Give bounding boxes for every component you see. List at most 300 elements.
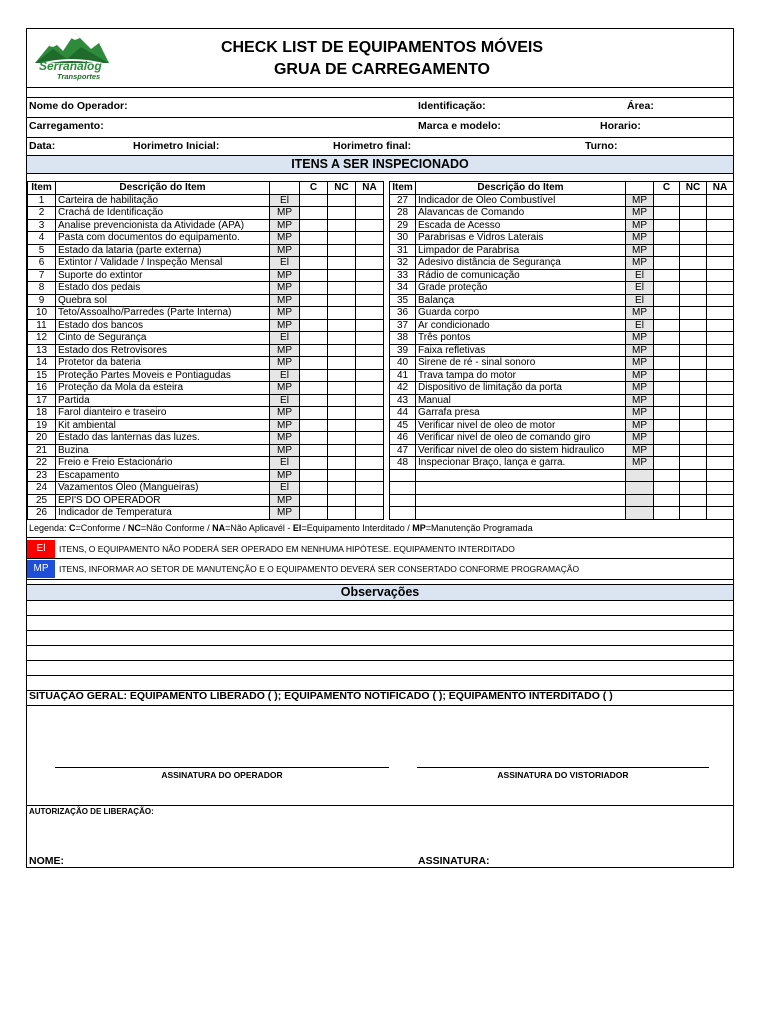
check-nao-conforme-cell[interactable] — [328, 419, 356, 432]
check-conforme-cell[interactable] — [654, 482, 680, 495]
check-conforme-cell[interactable] — [300, 444, 328, 457]
check-nao-aplicavel-cell[interactable] — [356, 219, 384, 232]
table-row — [28, 269, 384, 282]
item-number: 33 — [390, 269, 416, 282]
check-conforme-cell[interactable] — [654, 444, 680, 457]
logo-name: Serranalog — [39, 59, 102, 73]
check-nao-conforme-cell[interactable] — [328, 369, 356, 382]
ei-description: ITENS, O EQUIPAMENTO NÃO PODERÁ SER OPERADO EM NENHUMA HIPÓTESE. EQUIPAMENTO INTERDITADO — [59, 544, 515, 554]
check-conforme-cell[interactable] — [300, 307, 328, 320]
check-nao-conforme-cell[interactable] — [680, 369, 707, 382]
item-description: Adesivo distância de Segurança — [416, 257, 626, 270]
check-conforme-cell[interactable] — [300, 244, 328, 257]
check-nao-conforme-cell[interactable] — [680, 344, 707, 357]
check-conforme-cell[interactable] — [654, 332, 680, 345]
item-number: 4 — [28, 232, 56, 245]
col-item: Item — [28, 182, 56, 195]
check-conforme-cell[interactable] — [300, 257, 328, 270]
col-c: C — [654, 182, 680, 195]
item-type-code: MP — [626, 444, 654, 457]
check-nao-aplicavel-cell[interactable] — [707, 457, 734, 470]
check-nao-aplicavel-cell[interactable] — [356, 469, 384, 482]
item-description: Indicador de Óleo Combustível — [416, 194, 626, 207]
item-type-code: El — [270, 332, 300, 345]
check-nao-aplicavel-cell[interactable] — [356, 257, 384, 270]
item-number: 40 — [390, 357, 416, 370]
check-nao-aplicavel-cell[interactable] — [356, 344, 384, 357]
item-description: Farol dianteiro e traseiro — [56, 407, 270, 420]
legend-prefix: Legenda: — [29, 523, 70, 533]
item-type-code — [626, 482, 654, 495]
check-nao-conforme-cell[interactable] — [680, 432, 707, 445]
item-number: 23 — [28, 469, 56, 482]
item-number: 24 — [28, 482, 56, 495]
initial-hourmeter-label: Horimetro Inicial: — [133, 140, 220, 152]
table-row — [390, 282, 734, 295]
check-nao-aplicavel-cell[interactable] — [707, 269, 734, 282]
legend-ei: EI — [292, 523, 302, 533]
check-conforme-cell[interactable] — [300, 494, 328, 507]
table-row — [390, 432, 734, 445]
item-type-code: MP — [626, 194, 654, 207]
check-conforme-cell[interactable] — [300, 344, 328, 357]
observations-header: Observações — [27, 585, 733, 600]
item-number: 39 — [390, 344, 416, 357]
check-nao-conforme-cell[interactable] — [328, 332, 356, 345]
item-description: Teto/Assoalho/Parredes (Parte Interna) — [56, 307, 270, 320]
identification-label: Identificação: — [418, 100, 486, 112]
check-nao-aplicavel-cell[interactable] — [707, 419, 734, 432]
item-number: 21 — [28, 444, 56, 457]
check-nao-conforme-cell[interactable] — [328, 382, 356, 395]
schedule-label: Horario: — [600, 120, 641, 132]
check-conforme-cell[interactable] — [300, 369, 328, 382]
check-nao-aplicavel-cell[interactable] — [356, 332, 384, 345]
check-nao-conforme-cell[interactable] — [680, 232, 707, 245]
table-row — [390, 357, 734, 370]
item-description: Estado dos Retrovisores — [56, 344, 270, 357]
check-conforme-cell[interactable] — [654, 419, 680, 432]
item-number: 3 — [28, 219, 56, 232]
table-row — [390, 332, 734, 345]
check-conforme-cell[interactable] — [654, 407, 680, 420]
check-conforme-cell[interactable] — [654, 357, 680, 370]
check-nao-aplicavel-cell[interactable] — [707, 344, 734, 357]
check-conforme-cell[interactable] — [654, 307, 680, 320]
check-nao-conforme-cell[interactable] — [328, 207, 356, 220]
item-type-code: MP — [270, 219, 300, 232]
check-nao-conforme-cell[interactable] — [680, 407, 707, 420]
item-description: Estado dos pedais — [56, 282, 270, 295]
check-conforme-cell[interactable] — [300, 382, 328, 395]
check-nao-conforme-cell[interactable] — [680, 457, 707, 470]
item-number: 25 — [28, 494, 56, 507]
item-number: 41 — [390, 369, 416, 382]
operator-name-label: Nome do Operador: — [29, 100, 128, 112]
check-nao-conforme-cell[interactable] — [328, 194, 356, 207]
check-nao-aplicavel-cell[interactable] — [356, 457, 384, 470]
item-description: Suporte do extintor — [56, 269, 270, 282]
item-type-code: El — [626, 319, 654, 332]
signature-label: ASSINATURA: — [418, 855, 490, 867]
company-logo — [31, 29, 111, 85]
check-conforme-cell[interactable] — [654, 319, 680, 332]
check-nao-conforme-cell[interactable] — [680, 207, 707, 220]
mp-description: ITENS, INFORMAR AO SETOR DE MANUTENÇÃO E O EQUIPAMENTO DEVERÁ SER CONSERTADO CONFORME PROGRAMAÇÃO — [59, 564, 580, 574]
table-row — [390, 419, 734, 432]
item-description — [416, 469, 626, 482]
item-type-code: El — [270, 194, 300, 207]
check-nao-conforme-cell[interactable] — [328, 494, 356, 507]
item-type-code: MP — [626, 457, 654, 470]
item-type-code: MP — [270, 282, 300, 295]
check-nao-aplicavel-cell[interactable] — [707, 494, 734, 507]
check-nao-conforme-cell[interactable] — [328, 269, 356, 282]
check-nao-conforme-cell[interactable] — [328, 357, 356, 370]
check-nao-aplicavel-cell[interactable] — [707, 369, 734, 382]
check-nao-conforme-cell[interactable] — [680, 269, 707, 282]
item-number — [390, 482, 416, 495]
check-nao-conforme-cell[interactable] — [680, 494, 707, 507]
table-row — [390, 394, 734, 407]
table-row — [390, 369, 734, 382]
table-row — [390, 219, 734, 232]
logo-subtitle: Transportes — [57, 72, 101, 81]
brand-model-label: Marca e modelo: — [418, 120, 501, 132]
item-type-code: MP — [626, 257, 654, 270]
check-nao-conforme-cell[interactable] — [680, 244, 707, 257]
check-nao-conforme-cell[interactable] — [328, 282, 356, 295]
check-nao-aplicavel-cell[interactable] — [356, 407, 384, 420]
check-conforme-cell[interactable] — [300, 194, 328, 207]
check-nao-aplicavel-cell[interactable] — [707, 194, 734, 207]
check-nao-conforme-cell[interactable] — [680, 294, 707, 307]
loading-label: Carregamento: — [29, 120, 104, 132]
check-conforme-cell[interactable] — [300, 219, 328, 232]
check-conforme-cell[interactable] — [300, 482, 328, 495]
legend-nc: NC — [127, 523, 141, 533]
check-conforme-cell[interactable] — [300, 469, 328, 482]
item-number: 44 — [390, 407, 416, 420]
item-description: Indicador de Temperatura — [56, 507, 270, 520]
item-number: 13 — [28, 344, 56, 357]
check-conforme-cell[interactable] — [300, 282, 328, 295]
table-row — [390, 444, 734, 457]
item-type-code: MP — [270, 244, 300, 257]
release-authorization-label: AUTORIZAÇÃO DE LIBERAÇÃO: — [29, 807, 154, 816]
ei-badge: El — [27, 540, 55, 558]
item-type-code: El — [270, 457, 300, 470]
check-nao-aplicavel-cell[interactable] — [356, 232, 384, 245]
item-description: Verificar nivel de oleo do sistem hidraulico — [416, 444, 626, 457]
check-conforme-cell[interactable] — [654, 294, 680, 307]
table-row — [390, 257, 734, 270]
check-conforme-cell[interactable] — [300, 332, 328, 345]
table-row — [28, 294, 384, 307]
check-nao-aplicavel-cell[interactable] — [356, 494, 384, 507]
check-nao-aplicavel-cell[interactable] — [356, 244, 384, 257]
check-nao-conforme-cell[interactable] — [328, 319, 356, 332]
check-conforme-cell[interactable] — [654, 207, 680, 220]
item-number: 7 — [28, 269, 56, 282]
check-conforme-cell[interactable] — [654, 507, 680, 520]
check-nao-conforme-cell[interactable] — [680, 419, 707, 432]
check-conforme-cell[interactable] — [654, 232, 680, 245]
check-nao-conforme-cell[interactable] — [680, 394, 707, 407]
item-description: Proteção Partes Moveis e Pontiagudas — [56, 369, 270, 382]
check-nao-conforme-cell[interactable] — [328, 307, 356, 320]
check-conforme-cell[interactable] — [654, 257, 680, 270]
item-description: Analise prevencionista da Atividade (APA) — [56, 219, 270, 232]
table-row — [390, 407, 734, 420]
item-number: 8 — [28, 282, 56, 295]
check-nao-aplicavel-cell[interactable] — [356, 357, 384, 370]
check-nao-aplicavel-cell[interactable] — [707, 282, 734, 295]
item-type-code: MP — [270, 294, 300, 307]
legend-mp: MP — [412, 523, 426, 533]
check-nao-conforme-cell[interactable] — [328, 407, 356, 420]
legend-ei-text: =Equipamento Interditado / — [301, 523, 413, 533]
check-nao-aplicavel-cell[interactable] — [356, 282, 384, 295]
check-conforme-cell[interactable] — [300, 507, 328, 520]
item-description: Inspecionar Braço, lança e garra. — [416, 457, 626, 470]
check-nao-conforme-cell[interactable] — [680, 332, 707, 345]
items-section-header: ITENS A SER INSPECIONADO — [27, 156, 733, 173]
check-nao-aplicavel-cell[interactable] — [707, 319, 734, 332]
check-conforme-cell[interactable] — [654, 244, 680, 257]
check-nao-conforme-cell[interactable] — [328, 232, 356, 245]
check-nao-aplicavel-cell[interactable] — [707, 382, 734, 395]
page-title: CHECK LIST DE EQUIPAMENTOS MÓVEIS — [220, 39, 544, 56]
item-description: Faixa refletivas — [416, 344, 626, 357]
check-nao-conforme-cell[interactable] — [328, 457, 356, 470]
table-row — [390, 319, 734, 332]
item-description: Crachá de Identificação — [56, 207, 270, 220]
legend-c-text: =Conforme / — [75, 523, 128, 533]
check-conforme-cell[interactable] — [300, 432, 328, 445]
check-nao-aplicavel-cell[interactable] — [707, 444, 734, 457]
table-row — [28, 469, 384, 482]
check-conforme-cell[interactable] — [300, 319, 328, 332]
table-row — [28, 232, 384, 245]
check-nao-aplicavel-cell[interactable] — [356, 482, 384, 495]
check-nao-aplicavel-cell[interactable] — [707, 507, 734, 520]
items-table-right — [389, 181, 734, 520]
check-nao-aplicavel-cell[interactable] — [356, 394, 384, 407]
check-nao-aplicavel-cell[interactable] — [356, 419, 384, 432]
check-nao-conforme-cell[interactable] — [680, 307, 707, 320]
col-c: C — [300, 182, 328, 195]
check-conforme-cell[interactable] — [654, 269, 680, 282]
check-nao-conforme-cell[interactable] — [680, 444, 707, 457]
check-conforme-cell[interactable] — [300, 207, 328, 220]
check-conforme-cell[interactable] — [654, 369, 680, 382]
check-nao-conforme-cell[interactable] — [328, 394, 356, 407]
item-type-code: El — [270, 369, 300, 382]
item-type-code: MP — [626, 207, 654, 220]
check-conforme-cell[interactable] — [654, 382, 680, 395]
check-nao-conforme-cell[interactable] — [328, 344, 356, 357]
item-type-code: El — [626, 282, 654, 295]
table-row — [28, 407, 384, 420]
check-nao-aplicavel-cell[interactable] — [356, 319, 384, 332]
item-number: 6 — [28, 257, 56, 270]
check-nao-aplicavel-cell[interactable] — [356, 507, 384, 520]
check-nao-conforme-cell[interactable] — [680, 282, 707, 295]
check-conforme-cell[interactable] — [654, 394, 680, 407]
check-nao-aplicavel-cell[interactable] — [707, 432, 734, 445]
item-type-code: MP — [626, 219, 654, 232]
item-number: 46 — [390, 432, 416, 445]
table-row — [28, 357, 384, 370]
item-type-code: El — [626, 269, 654, 282]
check-nao-aplicavel-cell[interactable] — [356, 269, 384, 282]
check-conforme-cell[interactable] — [300, 232, 328, 245]
check-conforme-cell[interactable] — [300, 407, 328, 420]
col-description: Descrição do Item — [56, 182, 270, 195]
check-conforme-cell[interactable] — [300, 394, 328, 407]
check-nao-conforme-cell[interactable] — [328, 244, 356, 257]
mp-badge: MP — [27, 560, 55, 578]
check-nao-conforme-cell[interactable] — [680, 469, 707, 482]
item-type-code: MP — [270, 407, 300, 420]
check-nao-aplicavel-cell[interactable] — [707, 407, 734, 420]
check-nao-conforme-cell[interactable] — [680, 357, 707, 370]
check-nao-aplicavel-cell[interactable] — [356, 432, 384, 445]
item-type-code: MP — [270, 207, 300, 220]
check-nao-aplicavel-cell[interactable] — [356, 369, 384, 382]
col-nc: NC — [680, 182, 707, 195]
check-nao-conforme-cell[interactable] — [328, 432, 356, 445]
table-row — [28, 194, 384, 207]
check-conforme-cell[interactable] — [654, 469, 680, 482]
item-number: 10 — [28, 307, 56, 320]
check-nao-conforme-cell[interactable] — [680, 257, 707, 270]
col-nc: NC — [328, 182, 356, 195]
check-nao-aplicavel-cell[interactable] — [356, 444, 384, 457]
check-conforme-cell[interactable] — [654, 282, 680, 295]
check-nao-aplicavel-cell[interactable] — [707, 394, 734, 407]
check-nao-aplicavel-cell[interactable] — [707, 257, 734, 270]
inspector-signature-label: ASSINATURA DO VISTORIADOR — [497, 770, 629, 780]
item-type-code: MP — [626, 332, 654, 345]
item-type-code: MP — [270, 432, 300, 445]
item-type-code: MP — [626, 382, 654, 395]
item-number: 17 — [28, 394, 56, 407]
check-nao-conforme-cell[interactable] — [328, 219, 356, 232]
check-conforme-cell[interactable] — [300, 294, 328, 307]
item-number — [390, 507, 416, 520]
table-row — [28, 307, 384, 320]
check-nao-aplicavel-cell[interactable] — [356, 294, 384, 307]
check-nao-conforme-cell[interactable] — [328, 294, 356, 307]
table-row — [28, 369, 384, 382]
legend — [29, 523, 533, 533]
check-nao-aplicavel-cell[interactable] — [707, 469, 734, 482]
item-number: 5 — [28, 244, 56, 257]
table-row — [28, 482, 384, 495]
check-conforme-cell[interactable] — [300, 357, 328, 370]
check-conforme-cell[interactable] — [654, 194, 680, 207]
check-nao-aplicavel-cell[interactable] — [707, 207, 734, 220]
check-nao-aplicavel-cell[interactable] — [707, 482, 734, 495]
item-description: Quebra sol — [56, 294, 270, 307]
item-description: Kit ambiental — [56, 419, 270, 432]
item-description: Estado das lanternas das luzes. — [56, 432, 270, 445]
item-type-code: MP — [270, 419, 300, 432]
item-type-code: MP — [626, 357, 654, 370]
check-conforme-cell[interactable] — [654, 494, 680, 507]
item-description: Guarda corpo — [416, 307, 626, 320]
check-conforme-cell[interactable] — [300, 457, 328, 470]
name-label: NOME: — [29, 855, 64, 867]
check-nao-aplicavel-cell[interactable] — [356, 307, 384, 320]
check-nao-aplicavel-cell[interactable] — [707, 219, 734, 232]
table-row — [390, 269, 734, 282]
item-number: 11 — [28, 319, 56, 332]
item-description: Verificar nivel de oleo de motor — [416, 419, 626, 432]
check-nao-conforme-cell[interactable] — [680, 219, 707, 232]
table-row — [390, 507, 734, 520]
check-nao-conforme-cell[interactable] — [328, 507, 356, 520]
check-conforme-cell[interactable] — [654, 344, 680, 357]
item-type-code: El — [270, 257, 300, 270]
check-conforme-cell[interactable] — [300, 269, 328, 282]
check-nao-conforme-cell[interactable] — [680, 382, 707, 395]
check-nao-aplicavel-cell[interactable] — [707, 232, 734, 245]
check-nao-aplicavel-cell[interactable] — [356, 194, 384, 207]
check-nao-conforme-cell[interactable] — [680, 319, 707, 332]
check-nao-conforme-cell[interactable] — [680, 194, 707, 207]
check-nao-aplicavel-cell[interactable] — [707, 307, 734, 320]
check-conforme-cell[interactable] — [654, 457, 680, 470]
check-nao-aplicavel-cell[interactable] — [356, 382, 384, 395]
table-row — [28, 207, 384, 220]
check-nao-aplicavel-cell[interactable] — [707, 294, 734, 307]
check-nao-conforme-cell[interactable] — [328, 482, 356, 495]
check-nao-conforme-cell[interactable] — [680, 507, 707, 520]
item-type-code: MP — [270, 232, 300, 245]
col-type — [626, 182, 654, 195]
check-nao-aplicavel-cell[interactable] — [707, 357, 734, 370]
col-item: Item — [390, 182, 416, 195]
item-number: 38 — [390, 332, 416, 345]
check-nao-conforme-cell[interactable] — [680, 482, 707, 495]
item-description: Extintor / Validade / Inspeção Mensal — [56, 257, 270, 270]
check-nao-conforme-cell[interactable] — [328, 444, 356, 457]
check-conforme-cell[interactable] — [654, 432, 680, 445]
table-row — [390, 194, 734, 207]
check-conforme-cell[interactable] — [300, 419, 328, 432]
check-nao-aplicavel-cell[interactable] — [707, 244, 734, 257]
table-row — [390, 482, 734, 495]
item-type-code: El — [626, 294, 654, 307]
table-row — [28, 507, 384, 520]
check-nao-conforme-cell[interactable] — [328, 469, 356, 482]
item-type-code: MP — [270, 494, 300, 507]
item-description — [416, 507, 626, 520]
area-label: Área: — [627, 100, 654, 112]
check-nao-conforme-cell[interactable] — [328, 257, 356, 270]
check-nao-aplicavel-cell[interactable] — [356, 207, 384, 220]
inspector-signature-line — [417, 767, 709, 768]
check-nao-aplicavel-cell[interactable] — [707, 332, 734, 345]
check-conforme-cell[interactable] — [654, 219, 680, 232]
item-number: 43 — [390, 394, 416, 407]
shift-label: Turno: — [585, 140, 618, 152]
table-row — [28, 282, 384, 295]
table-row — [28, 444, 384, 457]
